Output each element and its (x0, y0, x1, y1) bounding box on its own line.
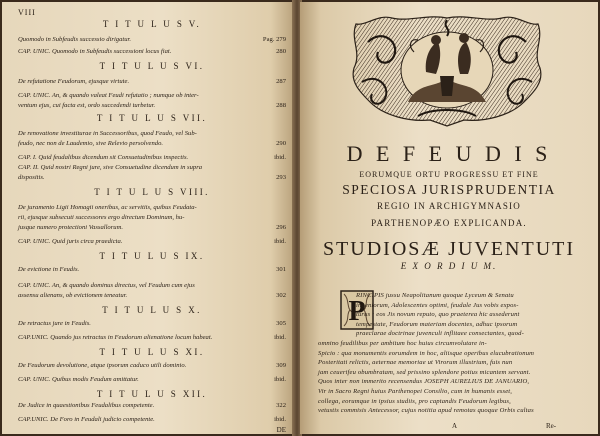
body-text-line: Posteritati relictis, aeternae memoriae ut Virorum illustrium, fuis nun (318, 359, 513, 367)
body-text-line: RINCIPIS jussu Neapolitanum quoque Lyceum & Senatu (356, 292, 514, 299)
toc-entry-text: De refutatione Feudorum, ejusque virtute. (18, 78, 130, 85)
book-subtitle-3: REGIO IN ARCHIGYMNASIO (377, 201, 521, 211)
body-text-line: collega, eorumque in ipsius studiis, pro captandis Feudorum legibus, (318, 397, 511, 405)
toc-entry-text: T I T U L U S V. (102, 19, 202, 29)
toc-entry-text: De evictione in Feudis. (18, 266, 80, 273)
toc-entry-text: rii, ejusque subsecuti successores ergo directum Dominum, hu- (18, 214, 185, 221)
body-text-line: jam ceuerifeu obumbratam, sed prissino splendore potius micantem servant. (318, 368, 531, 376)
book-subtitle-2: SPECIOSA JURISPRUDENTIA (342, 182, 556, 197)
body-text-line: Quos inter non immerito recensendus JOSEPH AURELIUS DE JANUARIO, (318, 378, 530, 386)
toc-entry-text: T I T U L U S VIII. (94, 187, 210, 197)
toc-entry-text: De Feudorum devolutione, atque ipsorum caduco utili dominio. (18, 362, 187, 369)
body-text-line: Vir in Sacro Regni huius Parthenopei Consilio, cum in humanis esset, (318, 388, 513, 395)
toc-entry-text: CAP.UNIC. Quando jus retractus in Feudorum alienatione locum habeat. (18, 334, 213, 341)
toc-page-number: 305 (276, 320, 286, 327)
left-page-table-of-contents (2, 2, 294, 434)
toc-entry-text: assensu alienans, ob evictionem teneatur. (18, 292, 128, 299)
toc-page-number: 287 (276, 78, 286, 85)
toc-entry-text: dispositis. (18, 174, 45, 181)
toc-page-number: 309 (276, 362, 286, 369)
toc-entry-text: T I T U L U S IX. (99, 251, 205, 261)
toc-entry-text: CAP. UNIC. Quibus modis Feudum amittatur. (18, 376, 139, 383)
toc-entry-text: CAP. UNIC. An, & quando dominus directus, vel Feudum cum ejus (18, 282, 195, 289)
toc-entry-text: De juramento Ligii Homagii oneribus, ac servitiis, quibus Feudata- (18, 204, 197, 211)
toc-page-number: 296 (276, 224, 286, 231)
exordium-heading: E X O R D I U M. (400, 261, 498, 271)
toc-page-number: 293 (276, 174, 286, 181)
toc-entry-text: CAP.UNIC. De Foro in Feudali judicio competente. (18, 416, 155, 423)
toc-entry-text: feudo, nec non de Laudemio, sive Relevio persolvendo. (18, 140, 164, 147)
toc-entry-text: T I T U L U S VI. (99, 61, 205, 71)
toc-entry-text: CAP. UNIC. Quomodo in Subfeudis successioni locus fiat. (18, 48, 172, 55)
toc-entry-text: DE (276, 426, 286, 434)
toc-page-number: 301 (276, 266, 286, 273)
book-subtitle-1: EORUMQUE ORTU PROGRESSU ET FINE (359, 170, 539, 179)
body-text-line: turus : eos Jis novum reputo, quo praeterea hic assederunt (356, 311, 520, 319)
toc-entry-text: CAP. II. Quid nostri Regni jure, sive Consuetudine dicendum in supra (18, 164, 203, 171)
body-text-line: omnino feudilibus per ambitum hoc huius circumvolutare in- (318, 340, 487, 347)
toc-entry-text: T I T U L U S XII. (96, 389, 208, 399)
toc-entry-text: De Judice in quaestionibus Feudalibus competente. (18, 402, 155, 409)
book-title: D E F E U D I S (346, 141, 552, 166)
toc-page-number: 290 (276, 140, 286, 147)
toc-entry-text: jusque numero protectioni Vassallorum. (18, 224, 124, 231)
toc-entry-text: T I T U L U S XI. (99, 347, 205, 357)
toc-entry-text: ventum ejus, cui facta est, ordo succedendi turbetur. (18, 102, 156, 109)
toc-entry-text: CAP. UNIC. Quid juris circa praedicta. (18, 238, 123, 245)
toc-page-number: ibid. (274, 154, 286, 161)
toc-page-number: ibid. (274, 376, 286, 383)
right-page-title (300, 2, 598, 434)
toc-page-number: 322 (276, 402, 286, 409)
body-text-line: praeclarae doctrinae juvenculi inflitaee consectantes, quod- (356, 330, 524, 338)
toc-entry-text: De retractus jure in Feudis. (18, 320, 91, 327)
decorative-headpiece-ornament (348, 12, 546, 130)
toc-entry-text: CAP. UNIC. An, & quando valeat Feudi refutatio ; numque ob inter- (18, 92, 199, 99)
catchword: Re- (546, 422, 557, 430)
body-text-line: ingeniorum, Adolescentes optimi, feudale Jus vobis expos- (356, 301, 519, 309)
body-text-line: Spicio : qua monumentis eorumdem in hoc, aliisque operibus elucubrationum (318, 349, 535, 357)
toc-page-number: 302 (276, 292, 286, 299)
toc-entry-text: T I T U L U S X. (102, 305, 202, 315)
toc-page-number: 288 (276, 102, 286, 109)
toc-entry-text: De renovatione investiturae in Successoribus, quod Feudo, vel Sub- (18, 130, 197, 137)
page-folio: VIII (18, 8, 36, 17)
toc-entry-text: T I T U L U S VII. (96, 113, 208, 123)
toc-page-number: Pag. 279 (262, 36, 286, 43)
signature-mark: A (452, 422, 458, 430)
body-text-line: tempestate, Feudorum materiam docentes, adhuc ipsorum (356, 320, 518, 328)
body-text-line: vetustis commisis Antecessor, cujus notitia apud remotas quoque Orbis cultas (318, 407, 534, 415)
toc-page-number: ibid. (274, 416, 286, 423)
toc-page-number: ibid. (274, 334, 286, 341)
svg-text:P: P (348, 296, 366, 327)
toc-page-number: ibid. (274, 238, 286, 245)
dedication-heading: STUDIOSÆ JUVENTUTI (322, 238, 576, 260)
table-of-contents (18, 8, 286, 434)
toc-entry-text: Quomodo in Subfeudis successio dirigatur. (18, 36, 132, 43)
toc-entry-text: CAP. I. Quid feudalibus dicendum sit Consuetudinibus inspectis. (18, 154, 189, 161)
book-subtitle-4: PARTHENOPÆO EXPLICANDA. (371, 218, 527, 228)
toc-page-number: 280 (276, 48, 286, 55)
